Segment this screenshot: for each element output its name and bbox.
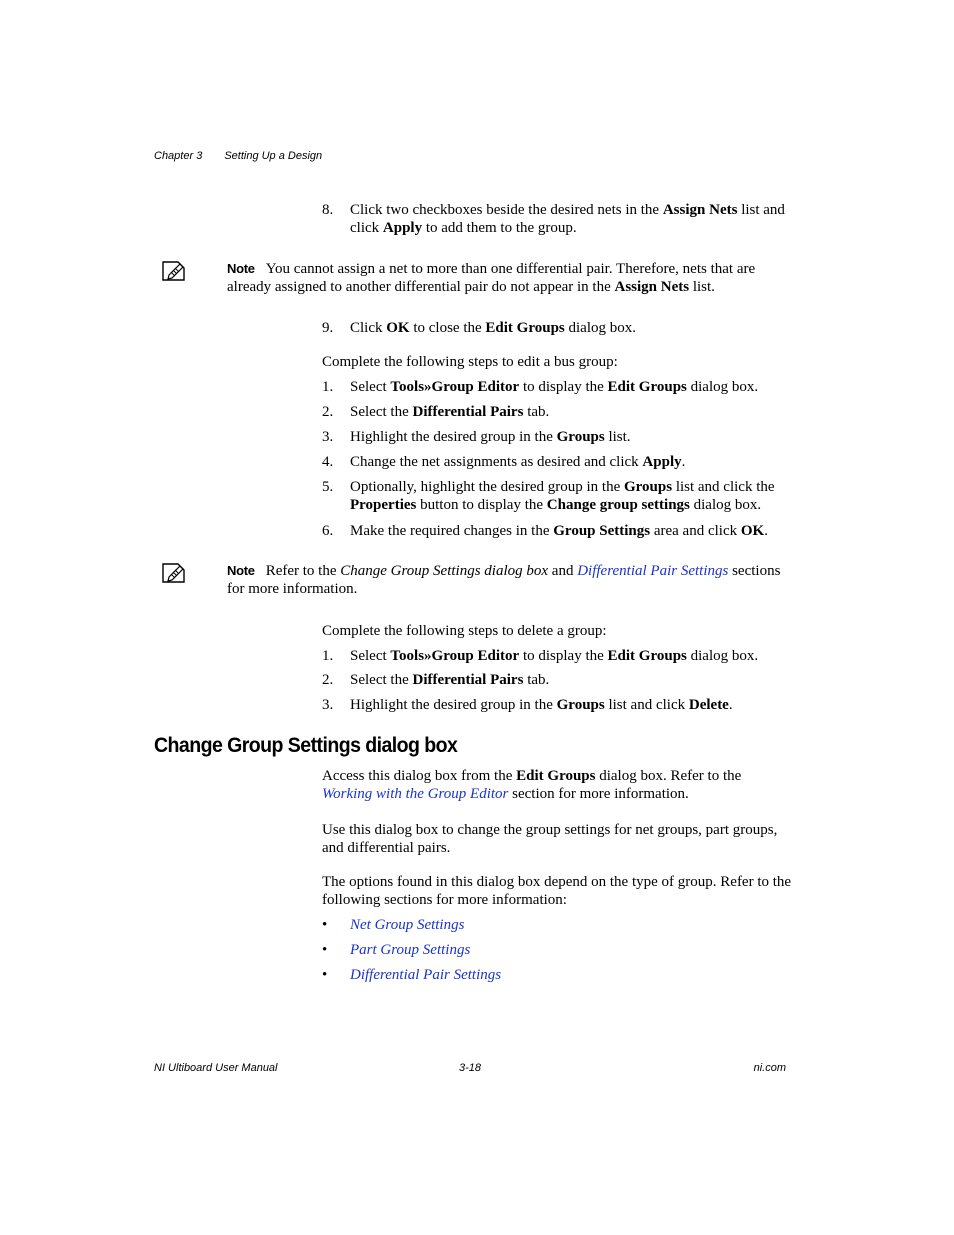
- step-number: 1.: [322, 379, 334, 395]
- differential-pair-settings-link[interactable]: Differential Pair Settings: [577, 563, 729, 579]
- step-text: dialog box.: [686, 648, 759, 664]
- step-number: 3.: [322, 429, 334, 445]
- ui-term: Edit Groups: [607, 648, 687, 664]
- delete-step-2: [322, 671, 792, 689]
- step-text: Click two checkboxes beside the desired nets in the: [350, 202, 663, 218]
- paragraph-text: section for more information.: [508, 786, 689, 802]
- step-number: 9.: [322, 320, 334, 336]
- delete-intro: Complete the following steps to delete a group:: [322, 623, 607, 639]
- edit-step-6: [322, 522, 792, 540]
- edit-step-2: [322, 403, 792, 421]
- paragraph-text: Access this dialog box from the: [322, 768, 517, 784]
- ui-term: Edit Groups: [607, 379, 687, 395]
- step-text: tab.: [523, 672, 550, 688]
- step-text: Select: [350, 648, 391, 664]
- note-icon: [160, 258, 188, 284]
- chapter-label: Chapter 3: [154, 150, 203, 162]
- step-text: dialog box.: [689, 497, 762, 513]
- step-text: to add them to the group.: [422, 220, 577, 236]
- step-text: dialog box.: [564, 320, 637, 336]
- step-8: [322, 201, 792, 237]
- ui-term: Edit Groups: [485, 320, 565, 336]
- paragraph-text: dialog box. Refer to the: [595, 768, 742, 784]
- working-with-group-editor-link[interactable]: Working with the Group Editor: [322, 786, 509, 802]
- bullet-marker: •: [322, 967, 328, 983]
- ui-term: Delete: [688, 697, 729, 713]
- bullet-marker: •: [322, 942, 328, 958]
- step-number: 4.: [322, 454, 334, 470]
- step-number: 5.: [322, 479, 334, 495]
- ui-term: Groups: [623, 479, 673, 495]
- step-text: Highlight the desired group in the: [350, 429, 557, 445]
- note-1: [227, 260, 787, 296]
- note-text: list.: [689, 279, 715, 295]
- step-9: [322, 319, 792, 337]
- ui-term: Groups: [556, 697, 605, 713]
- ui-term: Groups: [556, 429, 605, 445]
- step-number: 2.: [322, 672, 334, 688]
- ui-term: Change group settings: [546, 497, 690, 513]
- note-label: Note: [227, 261, 255, 276]
- step-text: list and click: [604, 697, 689, 713]
- delete-step-1: [322, 647, 792, 665]
- edit-step-3: [322, 428, 792, 446]
- bullet-item: [322, 941, 792, 959]
- note-label: Note: [227, 563, 255, 578]
- ui-term: Group Settings: [553, 523, 651, 539]
- step-text: Highlight the desired group in the: [350, 697, 557, 713]
- step-text: Select: [350, 379, 391, 395]
- step-number: 1.: [322, 648, 334, 664]
- options-paragraph: The options found in this dialog box depend on the type of group. Refer to the following sections for more information:: [322, 874, 792, 908]
- ui-term: Assign Nets: [662, 202, 738, 218]
- bullet-item: [322, 916, 792, 934]
- ui-term: Properties: [350, 497, 417, 513]
- step-number: 2.: [322, 404, 334, 420]
- footer-manual-title: NI Ultiboard User Manual: [154, 1062, 278, 1074]
- footer-website: ni.com: [753, 1062, 786, 1074]
- note-2: [227, 562, 787, 598]
- step-text: button to display the: [416, 497, 547, 513]
- edit-step-4: [322, 453, 792, 471]
- step-text: Make the required changes in the: [350, 523, 554, 539]
- step-number: 3.: [322, 697, 334, 713]
- step-text: dialog box.: [686, 379, 759, 395]
- step-text: Select the: [350, 672, 413, 688]
- ui-term: Assign Nets: [614, 279, 690, 295]
- ui-term: Tools»Group Editor: [390, 648, 520, 664]
- ui-term: OK: [386, 320, 410, 336]
- page-number: 3-18: [459, 1062, 482, 1074]
- note-text: sections for more information.: [227, 563, 781, 597]
- delete-step-3: [322, 696, 792, 714]
- step-text: area and click: [650, 523, 741, 539]
- ui-term: Edit Groups: [516, 768, 596, 784]
- step-text: .: [764, 523, 768, 539]
- step-text: to close the: [409, 320, 486, 336]
- step-text: list and click the: [672, 479, 775, 495]
- ui-term: Apply: [382, 220, 423, 236]
- ui-term: Apply: [642, 454, 682, 470]
- step-text: tab.: [523, 404, 550, 420]
- step-text: Select the: [350, 404, 413, 420]
- edit-intro: Complete the following steps to edit a bus group:: [322, 354, 618, 370]
- note-icon: [160, 560, 188, 586]
- chapter-title: Setting Up a Design: [224, 150, 323, 162]
- note-text: and: [548, 563, 578, 579]
- running-header: [154, 150, 322, 162]
- step-text: list and click: [350, 202, 785, 236]
- part-group-settings-link[interactable]: Part Group Settings: [350, 942, 471, 958]
- ui-term: Differential Pairs: [412, 404, 524, 420]
- ui-term: Differential Pairs: [412, 672, 524, 688]
- edit-step-1: [322, 378, 792, 396]
- step-number: 8.: [322, 202, 334, 218]
- bullet-item: [322, 966, 792, 984]
- bullet-marker: •: [322, 917, 328, 933]
- step-text: .: [681, 454, 686, 470]
- ui-term: OK: [740, 523, 765, 539]
- section-reference: Change Group Settings dialog box: [340, 563, 549, 579]
- note-text: Refer to the: [265, 563, 341, 579]
- step-text: .: [728, 697, 733, 713]
- edit-step-5: [322, 478, 792, 514]
- step-text: list.: [604, 429, 631, 445]
- section-heading: Change Group Settings dialog box: [154, 734, 458, 757]
- step-text: Change the net assignments as desired and click: [350, 454, 643, 470]
- net-group-settings-link[interactable]: Net Group Settings: [350, 917, 465, 933]
- access-paragraph: [322, 767, 792, 803]
- ui-term: Tools»Group Editor: [390, 379, 520, 395]
- step-text: Click: [350, 320, 387, 336]
- note-text: You cannot assign a net to more than one differential pair. Therefore, nets that are already assigned to another differential pair do not appear in the: [227, 261, 756, 295]
- step-text: to display the: [519, 648, 608, 664]
- step-text: to display the: [519, 379, 608, 395]
- differential-pair-settings-link[interactable]: Differential Pair Settings: [350, 967, 502, 983]
- step-number: 6.: [322, 523, 334, 539]
- use-paragraph: Use this dialog box to change the group settings for net groups, part groups, and differential pairs.: [322, 822, 778, 856]
- step-text: Optionally, highlight the desired group in the: [350, 479, 624, 495]
